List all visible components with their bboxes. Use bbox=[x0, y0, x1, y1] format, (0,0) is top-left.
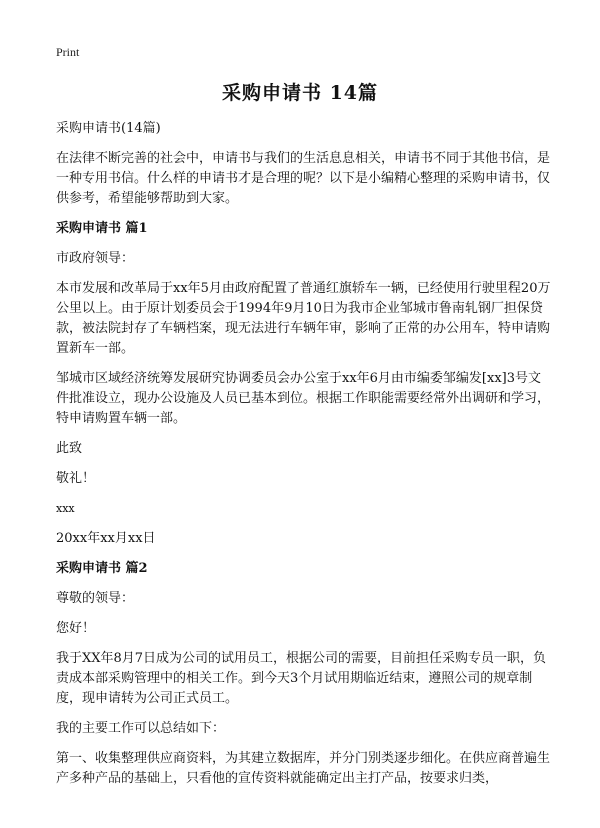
body-paragraph: 本市发展和改革局于xx年5月由政府配置了普通红旗轿车一辆，已经使用行驶里程20万公里以上。由于原计划委员会于1994年9月10日为我市企业邹城市鲁南轧钢厂担保贷款，被法院封存了车辆档案，现无法进行车辆年审，影响了正常的办公用车，特申请购置新车一部。 bbox=[56, 281, 551, 356]
closing-line: 此致 bbox=[56, 441, 83, 456]
body-paragraph: 我于XX年8月7日成为公司的试用员工，根据公司的需要，目前担任采购专员一职，负责成本部采购管理中的相关工作。到今天3个月试用期临近结束，遵照公司的规章制度，现申请转为公司正式员工。 bbox=[56, 651, 547, 706]
body-paragraph: 第一、收集整理供应商资料，为其建立数据库，并分门别类逐步细化。在供应商普遍生产多种产品的基础上，只看他的宣传资料就能确定出主打产品，按要求归类， bbox=[56, 751, 551, 786]
closing-line: 敬礼！ bbox=[56, 471, 96, 486]
document-title: 采购申请书 14篇 bbox=[221, 82, 379, 104]
salutation: 市政府领导： bbox=[56, 251, 135, 266]
print-link[interactable]: Print bbox=[56, 45, 80, 59]
section-heading: 采购申请书 篇1 bbox=[56, 221, 148, 236]
body-paragraph: 邹城市区域经济统筹发展研究协调委员会办公室于xx年6月由市编委邹编发[xx]3号文件批准设立，现办公设施及人员已基本到位。根据工作职能需要经常外出调研和学习，特申请购置车辆一部。 bbox=[56, 371, 551, 426]
signature: xxx bbox=[56, 502, 75, 515]
document-subtitle: 采购申请书(14篇) bbox=[56, 121, 161, 136]
section-heading: 采购申请书 篇2 bbox=[56, 561, 148, 576]
date-line: 20xx年xx月xx日 bbox=[56, 531, 156, 546]
body-paragraph: 我的主要工作可以总结如下： bbox=[56, 721, 226, 736]
intro-paragraph: 在法律不断完善的社会中，申请书与我们的生活息息相关，申请书不同于其他书信，是一种专用书信。什么样的申请书才是合理的呢？以下是小编精心整理的采购申请书，仅供参考，希望能够帮助到大家。 bbox=[56, 151, 551, 206]
greeting: 您好！ bbox=[56, 621, 96, 636]
document-body bbox=[56, 119, 552, 799]
salutation: 尊敬的领导： bbox=[56, 591, 135, 606]
